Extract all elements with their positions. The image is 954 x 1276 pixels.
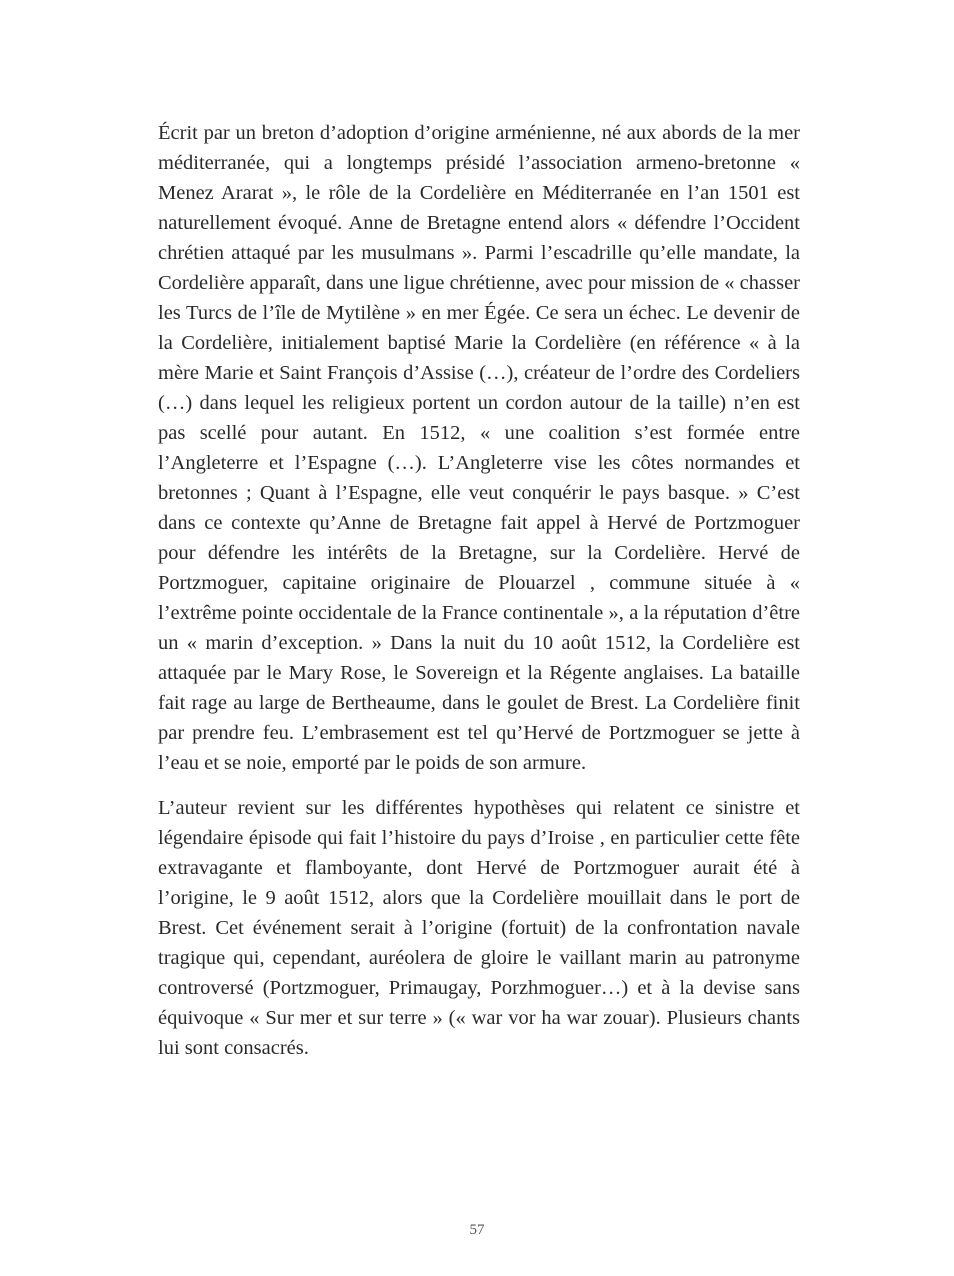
page-number: 57 [469,1222,485,1238]
paragraph-author-hypotheses: L’auteur revient sur les différentes hypothèses qui relatent ce sinistre et légendaire épisode qui fait l’histoire du pays d’Iroise , en particulier cette fête extravagante et flamboyante, dont Hervé de Portzmoguer aurait été à l’origine, le 9 août 1512, alors que la Cordelière mouillait dans le port de Brest. Cet événement serait à l’origine (fortuit) de la confrontation navale tragique qui, cependant, auréolera de gloire le vaillant marin au patronyme controversé (Portzmoguer, Primaugay, Porzhmoguer…) et à la devise sans équivoque « Sur mer et sur terre » (« war vor ha war zouar). Plusieurs chants lui sont consacrés. [158,797,800,1059]
body-text [158,118,800,1063]
paragraph-cordeliere-history: Écrit par un breton d’adoption d’origine arménienne, né aux abords de la mer méditerranée, qui a longtemps présidé l’association armeno-bretonne « Menez Ararat », le rôle de la Cordelière en Méditerranée en l’an 1501 est naturellement évoqué. Anne de Bretagne entend alors « défendre l’Occident chrétien attaqué par les musulmans ». Parmi l’escadrille qu’elle mandate, la Cordelière apparaît, dans une ligue chrétienne, avec pour mission de « chasser les Turcs de l’île de Mytilène » en mer Égée. Ce sera un échec. Le devenir de la Cordelière, initialement baptisé Marie la Cordelière (en référence « à la mère Marie et Saint François d’Assise (…), créateur de l’ordre des Cordeliers (…) dans lequel les religieux portent un cordon autour de la taille) n’en est pas scellé pour autant. En 1512, « une coalition s’est formée entre l’Angleterre et l’Espagne (…). L’Angleterre vise les côtes normandes et bretonnes ; Quant à l’Espagne, elle veut conquérir le pays basque. » C’est dans ce contexte qu’Anne de Bretagne fait appel à Hervé de Portzmoguer pour défendre les intérêts de la Bretagne, sur la Cordelière. Hervé de Portzmoguer, capitaine originaire de Plouarzel , commune située à « l’extrême pointe occidentale de la France continentale », a la réputation d’être un « marin d’exception. » Dans la nuit du 10 août 1512, la Cordelière est attaquée par le Mary Rose, le Sovereign et la Régente anglaises. La bataille fait rage au large de Bertheaume, dans le goulet de Brest. La Cordelière finit par prendre feu. L’embrasement est tel qu’Hervé de Portzmoguer se jette à l’eau et se noie, emporté par le poids de son armure. [158,122,800,774]
